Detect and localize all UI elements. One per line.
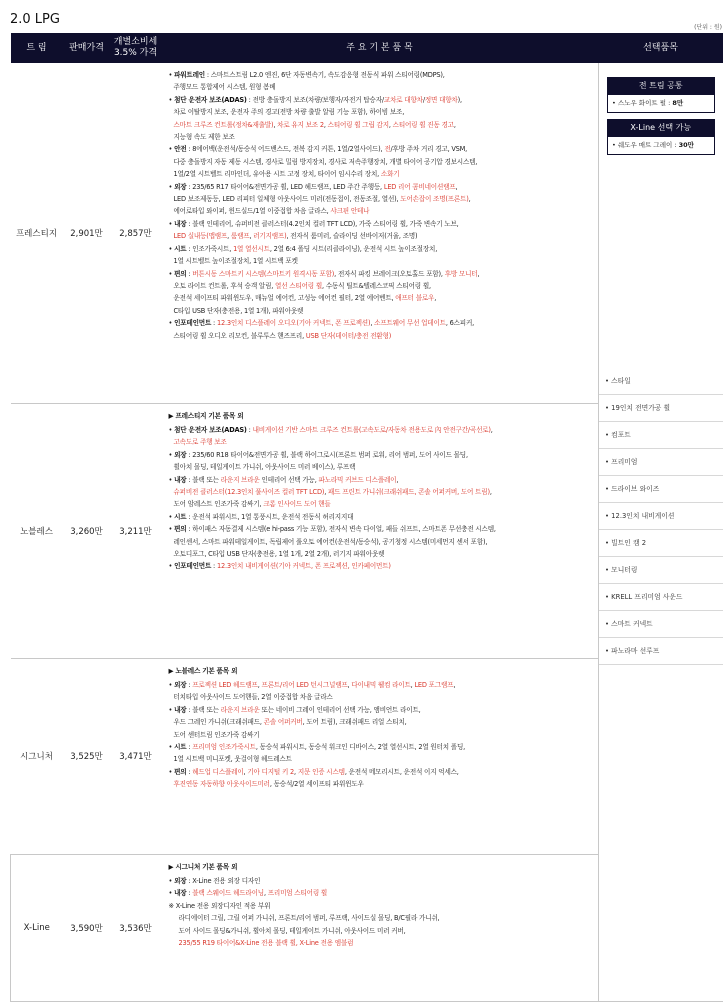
feature-heading: 외장 — [174, 450, 187, 459]
feature-heading: 내장 — [174, 889, 187, 898]
feature-heading: 인포테인먼트 — [174, 319, 212, 328]
feature-text: , — [227, 232, 231, 241]
feature-text: 레인센서, 스마트 파워테일게이트, 독립제어 풀오토 에어컨(운전석/동승석), 공기청정 시스템(미세먼지 센서 포함), — [173, 537, 488, 546]
feature-text: 프론트/리어 LED 턴시그널램프 — [261, 680, 348, 689]
feature-line — [169, 205, 593, 217]
feature-item: • 시트 : 운전석 파워시트, 1열 통풍시트, 운전석 전동식 허리지지대 — [168, 512, 354, 521]
feature-text: 1열/2열 시트벨트 리마인더, 유아용 시트 고정 장치, 타이어 임시수리 장치, — [173, 170, 381, 179]
header-price-tax-label: 개별소비세 3.5% 가격 — [113, 37, 158, 58]
price-cell — [63, 854, 111, 1001]
feature-item: • 인포테인먼트 : 12.3인치 디스플레이 오디오(기아 커넥트, 폰 프로젝션), 소프트웨어 무선 업데이트, 6스피커, — [168, 319, 475, 328]
common-option-title: 전 트림 공통 — [607, 77, 715, 94]
common-option-item[interactable]: • 스노우 화이트 펄 : 8만 — [607, 94, 715, 113]
xline-option-price: 30만 — [678, 141, 694, 149]
header-options: 선택품목 — [599, 33, 723, 63]
feature-text: 프로젝션 LED 헤드램프 — [192, 680, 258, 689]
feature-text: 에어로타입 와이퍼, 윈드실드/1열 이중접합 차음 글라스, — [173, 207, 331, 216]
feature-text: , — [410, 680, 415, 689]
feature-line — [169, 292, 593, 304]
feature-text: 휠아치 몰딩, 테일게이트 가니쉬, 아웃사이드 미러 베이스), 루프랙 — [173, 463, 356, 472]
feature-text: 룸램프 — [230, 232, 250, 241]
feature-text: 1열 열선시트 — [233, 244, 270, 253]
header-trim: 트 림 — [11, 33, 63, 63]
trim-name: 시그니처 — [20, 752, 53, 762]
feature-heading: 안전 — [174, 145, 187, 154]
feature-line — [169, 937, 593, 949]
feature-text: 12.3인치 디스플레이 오디오(기아 커넥트, 폰 프로젝션) — [216, 319, 371, 328]
feature-line — [169, 716, 593, 728]
feature-text: 고속도로 주행 보조 — [173, 438, 227, 447]
feature-text: 소화기 — [380, 170, 400, 179]
feature-text: C타입 USB 단자(충전용, 1열 1개), 파워아웃렛 — [173, 306, 304, 315]
feature-text: 1열 시트백 미니포켓, 웃걸이형 헤드레스트 — [173, 755, 292, 764]
feature-heading: 첨단 운전자 보조(ADAS) — [174, 95, 247, 104]
feature-text: 블랙 스웨이드 헤드라이닝 — [192, 889, 264, 898]
feature-line — [169, 900, 593, 912]
feature-text: 라운지 브라운 — [220, 475, 260, 484]
feature-text: , — [294, 767, 298, 776]
price-cell — [63, 63, 111, 403]
feature-text: 주행모드 통합제어 시스템, 원형 봄베 — [173, 83, 276, 92]
option-package-item[interactable]: • 컴포트 — [599, 422, 723, 449]
feature-text: / — [422, 95, 425, 104]
feature-item: • 시트 : 프리미엄 인조가죽시트, 동승석 파워시트, 동승석 워크인 디바이스, 2열 열선시트, 2열 원터치 폴딩, — [168, 742, 466, 751]
feature-line — [169, 168, 593, 180]
feature-text: LED 리어 콤비네이션램프 — [383, 182, 456, 191]
feature-heading: 내장 — [174, 475, 187, 484]
feature-text: 라디에이터 그릴, 그릴 어퍼 가니쉬, 프론트/리어 범퍼, 루프랙, 사이드실 몰딩, B/C필라 가니쉬, — [178, 914, 440, 923]
feature-text: , — [249, 232, 254, 241]
spec-table — [10, 33, 723, 1002]
feature-text: 프리미엄 스티어링 휠 — [267, 889, 328, 898]
feature-text: , — [490, 425, 493, 434]
feature-line — [169, 81, 593, 93]
feature-text: : 인조가죽시트, — [186, 244, 234, 253]
feature-text: 오토 라이트 컨트롤, 후석 승객 알림, — [173, 281, 276, 290]
feature-text: , 동승석/2열 세이프티 파워윈도우 — [269, 780, 364, 789]
feature-line — [169, 925, 593, 937]
feature-text: : X-Line 전용 외장 디자인 — [186, 876, 261, 885]
feature-text: : — [186, 742, 193, 751]
feature-text: 소프트웨어 무선 업데이트 — [374, 319, 446, 328]
unit-note: (단위 : 원) — [694, 24, 722, 31]
trim-name: X-Line — [23, 922, 50, 933]
feature-heading: 외장 — [174, 680, 187, 689]
feature-text: 정면 대향차 — [424, 95, 458, 104]
price-tax-cell — [111, 63, 161, 403]
feature-text: 전 — [384, 145, 391, 154]
feature-text: : 블랙 또는 — [186, 705, 221, 714]
feature-item: • 편의 : 하이패스 자동결제 시스템(e hi-pass 기능 포함), 전자식 변속 다이얼, 패들 쉬프트, 스마트폰 무선충전 시스템, — [168, 525, 496, 534]
feature-heading: 인포테인먼트 — [174, 562, 212, 571]
feature-text: , — [243, 767, 248, 776]
feature-text: : 235/60 R18 타이어&전면가공 휠, 블랙 하이그로시(프론트 범퍼 로워, 리어 범퍼, 도어 사이드 몰딩, — [186, 450, 468, 459]
feature-text: : 블랙 또는 — [186, 475, 221, 484]
feature-item: • 내장 : 블랙 인테리어, 슈퍼비전 클러스터(4.2인치 컬러 TFT LCD), 가죽 스티어링 휠, 가죽 변속기 노브, — [168, 219, 459, 228]
option-package-list — [599, 368, 723, 665]
feature-text: 러기지램프) — [253, 232, 287, 241]
feature-line — [169, 912, 593, 924]
feature-line — [169, 330, 593, 342]
feature-heading: 파워트레인 — [174, 71, 205, 79]
feature-text: , — [396, 475, 399, 484]
feature-item: • 내장 : 블랙 스웨이드 헤드라이닝, 프리미엄 스티어링 휠 — [168, 889, 328, 898]
feature-heading: 시트 — [174, 244, 187, 253]
feature-text: , — [455, 182, 458, 191]
feature-item: • 편의 : 헤드업 디스플레이, 기아 디지털 키 2, 지문 인증 시스템, 운전석 메모리시트, 운전석 이지 억세스, — [168, 767, 459, 776]
price-cell — [63, 658, 111, 854]
price-tax-cell — [111, 658, 161, 854]
feature-text: 차로 유지 보조 2 — [277, 120, 324, 129]
feature-text: 스티어링 휠 진동 경고 — [392, 120, 454, 129]
feature-text: : 운전석 파워시트, 1열 통풍시트, 운전석 전동식 허리지지대 — [186, 512, 354, 521]
feature-text: 다이내믹 웰컴 라이트 — [351, 680, 411, 689]
feature-line — [169, 131, 593, 143]
feature-text: 스티어링 휠 그립 감지 — [327, 120, 389, 129]
feature-text: 애프터 블로우 — [395, 294, 435, 303]
feature-text: : 8에어백(운전석/동승석 어드밴스드, 전복 감지 커튼, 1열/2열사이드), — [186, 145, 385, 154]
option-package-item[interactable]: • 스마트 커넥트 — [599, 611, 723, 638]
tax-price: 3,536만 — [119, 923, 152, 934]
feature-text: LED 포그램프 — [414, 680, 454, 689]
feature-text: , 도어 트림), 크래쉬패드 리얼 스티치, — [302, 718, 407, 727]
feature-text: : — [246, 425, 253, 434]
feature-line — [169, 548, 593, 560]
feature-text: , — [453, 120, 456, 129]
feature-text: : — [186, 269, 193, 278]
table-row — [11, 63, 723, 403]
feature-line — [169, 280, 593, 292]
feature-text: , 동승석 파워시트, 동승석 워크인 디바이스, 2열 열선시트, 2열 원터치 폴딩, — [255, 742, 466, 751]
feature-text: : — [186, 889, 193, 898]
feature-text: 내비게이션 기반 스마트 크루즈 컨트롤(고속도로/자동차 전용도로 內 안전구간/곡선로) — [252, 425, 491, 434]
feature-text: 도어손잡이 조명(프론트) — [400, 195, 469, 204]
feature-text: , — [257, 680, 262, 689]
feature-item: • 내장 : 블랙 또는 라운지 브라운 또는 네이비 그레이 인테리어 선택 가능, 앰비언트 라이트, — [168, 705, 421, 714]
feature-text: 차로 이탈방지 보조, 운전자 주의 경고(전방 차량 출발 알림 기능 포함), 하이빔 보조, — [173, 108, 405, 117]
feature-text: USB 단자(데이터/충전 전환형) — [305, 331, 392, 340]
feature-text: 기아 디지털 키 2 — [247, 767, 295, 776]
feature-heading: 외장 — [174, 876, 187, 885]
feature-text: 후방 모니터 — [444, 269, 478, 278]
feature-text: ※ X-Line 전용 외장디자인 적용 부위 — [168, 901, 271, 910]
feature-text: , — [324, 487, 329, 496]
feature-text: , — [434, 294, 437, 303]
feature-item: • 인포테인먼트 : 12.3인치 내비게이션(기아 커넥트, 폰 프로젝션, 인카페이먼트) — [168, 562, 391, 571]
option-package-item[interactable]: • KRELL 프리미엄 사운드 — [599, 584, 723, 611]
trim-name-cell — [11, 403, 63, 658]
feature-item: • 파워트레인 : 스마트스트림 L2.0 엔진, 6단 자동변속기, 속도감응형 전동식 파워 스티어링(MDPS), — [168, 71, 445, 79]
feature-text: , 6스피커, — [445, 319, 475, 328]
trim-name-cell — [11, 854, 63, 1001]
feature-item: • 안전 : 8에어백(운전석/동승석 어드밴스드, 전복 감지 커튼, 1열/2열사이드), 전/후방 주차 거리 경고, VSM, — [168, 145, 468, 154]
feature-item: • 첨단 운전자 보조(ADAS) : 전방 충돌방지 보조(차량/보행자/자전거 탑승자/교차로 대향차/정면 대향차), — [168, 95, 462, 104]
feature-heading: 시트 — [174, 512, 187, 521]
header-price: 판매가격 — [63, 33, 111, 63]
sale-price: 3,260만 — [70, 526, 103, 537]
page-title: 2.0 LPG — [10, 12, 60, 27]
feature-cell — [161, 403, 599, 658]
feature-text: 우드 그레인 가니쉬(크래쉬패드, — [173, 718, 264, 727]
feature-text: 지능형 속도 제한 보조 — [173, 133, 235, 142]
xline-option-title: X-Line 선택 가능 — [607, 119, 715, 136]
header-price-tax — [111, 33, 161, 63]
feature-heading: 외장 — [174, 182, 187, 191]
feature-text: 인테리어 선택 가능, — [259, 475, 319, 484]
feature-text: , — [323, 120, 328, 129]
option-package-item[interactable]: • 빌트인 캠 2 — [599, 530, 723, 557]
feature-text: 후진연동 자동하향 아웃사이드미러 — [173, 780, 270, 789]
feature-line — [169, 461, 593, 473]
feature-line — [169, 119, 593, 131]
feature-text: , 전자식 파킹 브레이크(오토홀드 포함), — [334, 269, 445, 278]
price-tax-cell — [111, 403, 161, 658]
feature-item: • 시트 : 인조가죽시트, 1열 열선시트, 2열 6:4 폴딩 시트(리클라이닝), 운전석 시트 높이조절장치, — [168, 244, 438, 253]
tax-price: 3,211만 — [119, 526, 152, 537]
feature-heading: 시트 — [174, 742, 187, 751]
feature-line — [169, 729, 593, 741]
feature-text: 열선 스티어링 휠 — [275, 281, 323, 290]
feature-text: /후방 주차 거리 경고, VSM, — [390, 145, 468, 154]
feature-text: LED 보조제동등, LED 리피터 일체형 아웃사이드 미러(전동접이, 전동조절, 열선), — [173, 195, 401, 204]
feature-heading: 편의 — [174, 525, 187, 534]
feature-text: 다중 충돌방지 자동 제동 시스템, 경사로 밀림 방지장치, 경사로 저속주행장치, 개별 타이어 공기압 경보시스템, — [173, 157, 478, 166]
price-cell — [63, 403, 111, 658]
feature-line — [169, 778, 593, 790]
option-package-item[interactable]: • 파노라마 선루프 — [599, 638, 723, 665]
feature-text: , — [388, 120, 393, 129]
feature-text: : — [186, 680, 193, 689]
feature-line — [169, 193, 593, 205]
feature-text: 샤크핀 안테나 — [330, 207, 370, 216]
xline-option-item[interactable]: • 쉐도우 매트 그레이 : 30만 — [607, 136, 715, 155]
feature-text: 도어 사이드 몰딩&가니쉬, 휠아치 몰딩, 테일게이트 가니쉬, 아웃사이드 미러 커버, — [178, 926, 406, 935]
feature-text: 지문 인증 시스템 — [297, 767, 345, 776]
feature-text: , 전자식 룸미러, 슬라이딩 선바이저(거울, 조명) — [286, 232, 418, 241]
option-package-item[interactable]: • 스타일 — [599, 368, 723, 395]
feature-item: • 외장 : 프로젝션 LED 헤드램프, 프론트/리어 LED 턴시그널램프, 다이내믹 웰컴 라이트, LED 포그램프, — [168, 680, 456, 689]
feature-text: : — [186, 767, 193, 776]
option-package-item[interactable]: • 프리미엄 — [599, 449, 723, 476]
feature-text: 프리미엄 인조가죽시트 — [192, 742, 256, 751]
trim-name: 프레스티지 — [15, 228, 58, 239]
feature-heading: 편의 — [174, 767, 187, 776]
common-option-price: 8만 — [672, 99, 684, 107]
feature-line — [169, 536, 593, 548]
feature-text: 패드 프린트 가니쉬(크래쉬패드, 콘솔 어퍼커버, 도어 트림) — [328, 487, 490, 496]
feature-text: : 전방 충돌방지 보조(차량/보행자/자전거 탑승자/ — [246, 95, 384, 104]
trim-name-cell — [11, 658, 63, 854]
feature-text: , — [263, 889, 268, 898]
feature-text: , 운전석 메모리시트, 운전석 이지 억세스, — [344, 767, 459, 776]
feature-line — [169, 691, 593, 703]
option-package-item[interactable]: • 12.3인치 내비게이션 — [599, 503, 723, 530]
feature-text: : 스마트스트림 L2.0 엔진, 6단 자동변속기, 속도감응형 전동식 파워 스티어링(MDPS), — [204, 71, 445, 79]
feature-cell — [161, 854, 599, 1001]
feature-item: • 외장 : X-Line 전용 외장 디자인 — [168, 876, 261, 885]
feature-line — [169, 106, 593, 118]
feature-text: 오토디포그, C타입 USB 단자(충전용, 1열 1개, 2열 2개), 러기지 파워아웃렛 — [173, 549, 385, 558]
feature-item: • 외장 : 235/65 R17 타이어&전면가공 휠, LED 헤드램프, LED 주간 주행등, LED 리어 콤비네이션램프, — [168, 182, 458, 191]
feature-text: : 235/65 R17 타이어&전면가공 휠, LED 헤드램프, LED 주간 주행등, — [186, 182, 384, 191]
xline-option-name: 쉐도우 매트 그레이 — [617, 141, 673, 149]
feature-text: 헤드업 디스플레이 — [192, 767, 244, 776]
feature-text: 콘솔 어퍼커버 — [263, 718, 303, 727]
feature-item: • 내장 : 블랙 또는 라운지 브라운 인테리어 선택 가능, 파노라믹 커브드 디스플레이, — [168, 475, 399, 484]
trim-name-cell — [11, 63, 63, 403]
feature-intro: ▶ 노블레스 기본 품목 외 — [168, 666, 238, 675]
feature-text: 라운지 브라운 — [220, 705, 260, 714]
feature-text: 12.3인치 내비게이션(기아 커넥트, 폰 프로젝션, 인카페이먼트) — [216, 562, 391, 571]
feature-cell — [161, 63, 599, 403]
feature-text: , — [370, 319, 375, 328]
feature-text: 1열 시트벨트 높이조절장치, 1열 시트백 포켓 — [173, 257, 298, 266]
feature-line — [169, 486, 593, 498]
feature-text: 파노라믹 커브드 디스플레이 — [318, 475, 397, 484]
feature-text: , — [347, 680, 352, 689]
feature-text: ), — [457, 95, 462, 104]
feature-line — [169, 498, 593, 510]
feature-text: 또는 네이비 그레이 인테리어 선택 가능, 앰비언트 라이트, — [259, 705, 421, 714]
feature-line — [169, 156, 593, 168]
feature-text: 크롬 인사이드 도어 핸들 — [263, 500, 331, 509]
sale-price: 3,525만 — [70, 752, 103, 762]
feature-cell — [161, 658, 599, 854]
sale-price: 3,590만 — [70, 923, 103, 934]
sale-price: 2,901만 — [70, 228, 103, 239]
feature-heading: 내장 — [174, 219, 187, 228]
feature-text: 터치타입 아웃사이드 도어핸들, 2열 이중접합 차음 글라스 — [173, 693, 333, 702]
feature-text: , — [489, 487, 492, 496]
feature-item: • 편의 : 버튼시동 스마트키 시스템(스마트키 원격시동 포함), 전자식 파킹 브레이크(오토홀드 포함), 후방 모니터, — [168, 269, 480, 278]
feature-text: , — [273, 120, 278, 129]
price-tax-cell — [111, 854, 161, 1001]
color-options — [607, 77, 715, 155]
feature-intro: ▶ 프레스티지 기본 품목 외 — [168, 411, 244, 420]
feature-item: • 첨단 운전자 보조(ADAS) : 내비게이션 기반 스마트 크루즈 컨트롤(고속도로/자동차 전용도로 內 안전구간/곡선로), — [168, 425, 493, 434]
feature-text: 도어 암레스트 인조가죽 감싸기, — [173, 500, 264, 509]
tax-price: 3,471만 — [119, 752, 152, 762]
feature-text: 버튼시동 스마트키 시스템(스마트키 원격시동 포함) — [192, 269, 335, 278]
feature-line — [169, 305, 593, 317]
feature-text: 스마트 크루즈 컨트롤(정차&재출발) — [173, 120, 274, 129]
feature-text: 교차로 대향차 — [383, 95, 423, 104]
trim-name: 노블레스 — [20, 526, 53, 537]
feature-heading: 편의 — [174, 269, 187, 278]
feature-text: , 2열 6:4 폴딩 시트(리클라이닝), 운전석 시트 높이조절장치, — [269, 244, 438, 253]
feature-text: : — [211, 562, 217, 571]
feature-text: , — [453, 680, 456, 689]
feature-line — [169, 255, 593, 267]
feature-text: 운전석 세이프티 파워윈도우, 매뉴얼 에어컨, 고성능 에어컨 필터, 2열 에어벤트, — [173, 294, 396, 303]
feature-line — [169, 230, 593, 242]
feature-text: 스티어링 휠 오디오 리모컨, 블루투스 핸즈프리, — [173, 331, 306, 340]
header-features: 주 요 기 본 품 목 — [161, 33, 599, 63]
feature-heading: 내장 — [174, 705, 187, 714]
common-option-name: 스노우 화이트 펄 — [617, 99, 666, 107]
feature-line — [169, 436, 593, 448]
feature-text: , 수동식 틸트&텔레스코픽 스티어링 휠, — [322, 281, 431, 290]
table-header-row — [11, 33, 723, 63]
feature-text: : — [211, 319, 217, 328]
option-package-item[interactable]: • 모니터링 — [599, 557, 723, 584]
option-package-item[interactable]: • 드라이브 와이즈 — [599, 476, 723, 503]
feature-text: 도어 센터트림 인조가죽 감싸기 — [173, 730, 260, 739]
feature-text: , — [468, 195, 471, 204]
feature-heading: 첨단 운전자 보조(ADAS) — [174, 425, 247, 434]
feature-text: 슈퍼비전 클러스터(12.3인치 풀사이즈 컬러 TFT LCD) — [173, 487, 325, 496]
feature-text: , — [477, 269, 480, 278]
tax-price: 2,857만 — [119, 228, 152, 239]
feature-item: • 외장 : 235/60 R18 타이어&전면가공 휠, 블랙 하이그로시(프론트 범퍼 로워, 리어 범퍼, 도어 사이드 몰딩, — [168, 450, 468, 459]
feature-text: LED 실내등(맵램프 — [173, 232, 228, 241]
option-package-item[interactable]: • 19인치 전면가공 휠 — [599, 395, 723, 422]
feature-intro: ▶ 시그니처 기본 품목 외 — [168, 862, 238, 871]
feature-text: : 하이패스 자동결제 시스템(e hi-pass 기능 포함), 전자식 변속 다이얼, 패들 쉬프트, 스마트폰 무선충전 시스템, — [186, 525, 496, 534]
feature-text: 235/55 R19 타이어&X-Line 전용 블랙 휠, X-Line 전용 엠블럼 — [178, 938, 354, 947]
feature-text: : 블랙 인테리어, 슈퍼비전 클러스터(4.2인치 컬러 TFT LCD), 가죽 스티어링 휠, 가죽 변속기 노브, — [186, 219, 459, 228]
feature-line — [169, 753, 593, 765]
options-cell — [599, 63, 723, 1001]
